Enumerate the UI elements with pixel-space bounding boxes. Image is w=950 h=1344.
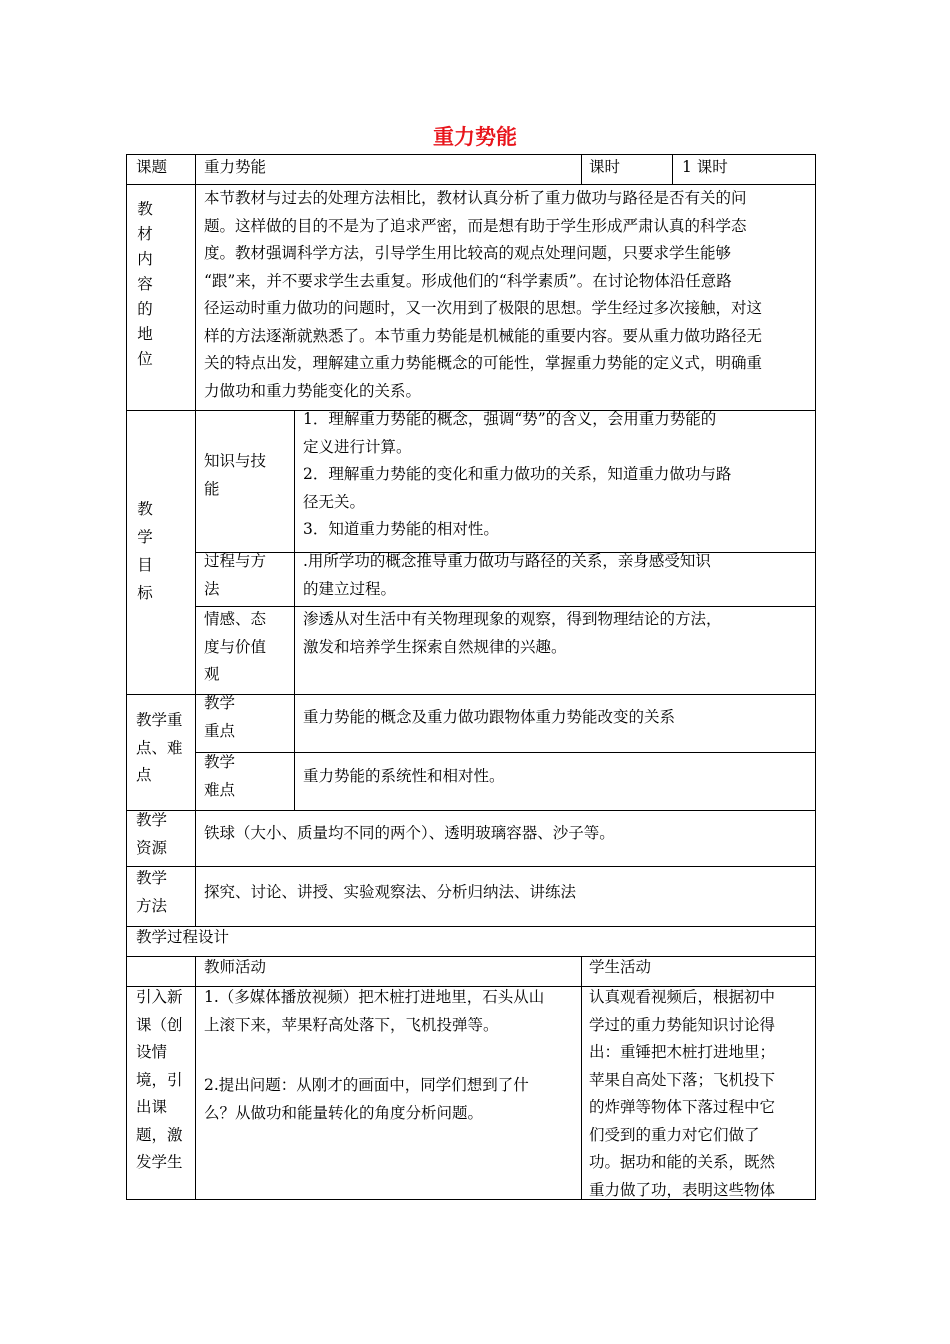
teaching-goals-label: 教 学 目 标 [137,500,153,602]
key-point-label: 教学 重点 [204,694,236,740]
process-method-label: 过程与方 法 [204,552,267,598]
stage-label: 引入新 课（创 设情 境，引 出课 题，激 发学生 [136,988,183,1171]
emotion-value-label: 情感、态 度与价值 观 [204,610,267,683]
textbook-position-label: 教 材 内 容 的 地 位 [137,200,153,368]
table-divider [126,926,816,927]
table-divider [672,154,673,185]
resources-text: 铁球（大小、质量均不同的两个）、透明玻璃容器、沙子等。 [204,824,615,842]
table-divider [195,752,816,753]
table-divider [195,956,196,1200]
subject-label: 课题 [136,158,168,176]
table-border-left [126,154,127,1200]
table-divider [294,410,295,810]
page-title: 重力势能 [433,125,517,149]
resources-label: 教学 资源 [136,811,168,857]
table-divider [195,154,196,927]
key-point-text: 重力势能的概念及重力做功跟物体重力势能改变的关系 [303,708,676,726]
table-divider [581,956,582,1200]
table-border-right [815,154,816,1200]
teacher-activity-step-1: 1.（多媒体播放视频）把木桩打进地里，石头从山 上滚下来，苹果籽高处落下，飞机投弹等。 [204,988,545,1034]
hours-value: 1 课时 [682,158,728,176]
table-divider [581,154,582,185]
difficult-point-label: 教学 难点 [204,753,236,799]
teacher-activity-step-2: 2.提出问题：从刚才的画面中，同学们想到了什 么？从做功和能量转化的角度分析问题。 [204,1076,529,1122]
emotion-value-text: 渗透从对生活中有关物理现象的观察，得到物理结论的方法， 激发和培养学生探索自然规律的兴趣。 [303,610,722,656]
hours-label: 课时 [589,158,621,176]
teacher-activity-header: 教师活动 [204,958,267,976]
student-activity-text: 认真观看视频后，根据初中 学过的重力势能知识讨论得 出：重锤把木桩打进地里； 苹果自高处下落；飞机投下 的炸弹等物体下落过程中它 们受到的重力对它们做了 功。据功和能的关系，既然 重力做了功，表明这些物体 [589,988,776,1199]
student-activity-header: 学生活动 [589,958,652,976]
methods-label: 教学 方法 [136,869,168,915]
table-divider [126,866,816,867]
focus-difficulty-label: 教学重 点、难 点 [136,711,183,784]
difficult-point-text: 重力势能的系统性和相对性。 [303,767,505,785]
textbook-position-text: 本节教材与过去的处理方法相比，教材认真分析了重力做功与路径是否有关的问 题。这样做的目的不是为了追求严密，而是想有助于学生形成严肃认真的科学态 度。教材强调科学方法，引导学生用比较高的观点处理问题，只要求学生能够 “跟”来，并不要求学生去重复。形成他们的“科学素质”。在讨论物体沿任意路 径运动时重力做功的问题时，又一次用到了极限的思想。学生经过多次接触，对这 样的方法逐渐就熟悉了。本节重力势能是机械能的重要内容。要从重力做功路径无 关的特点出发，理解建立重力势能概念的可能性，掌握重力势能的定义式，明确重 力做功和重力势能变化的关系。 [204,189,763,400]
knowledge-skill-label: 知识与技 能 [204,452,267,498]
table-divider [126,810,816,811]
process-method-text: .用所学功的概念推导重力做功与路径的关系，亲身感受知识 的建立过程。 [303,552,711,598]
process-design-label: 教学过程设计 [136,928,230,946]
subject-value: 重力势能 [204,158,267,176]
methods-text: 探究、讨论、讲授、实验观察法、分析归纳法、讲练法 [204,883,577,901]
knowledge-skill-text: 1．理解重力势能的概念，强调“势”的含义，会用重力势能的 定义进行计算。 2．理解重力势能的变化和重力做功的关系，知道重力做功与路 径无关。 3．知道重力势能的相对性。 [303,410,732,538]
